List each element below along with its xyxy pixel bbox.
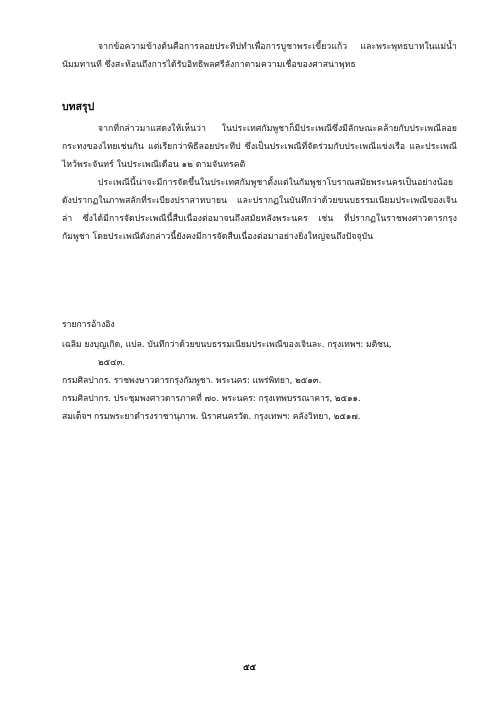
summary-paragraph-1: จากที่กล่าวมาแสดงให้เห็นว่า ในประเทศกัมพูชาก็มีประเพณีซึ่งมีลักษณะคล้ายกับประเพณีลอยกระทงของไทยเช่นกัน แต่เรียกว่าพิธีลอยประทีป ซึ่งเป็นประเพณีที่จัดร่วมกับประเพณีแข่งเรือ และประเพณีไหว้พระจันทร์ ในประเพณีเดือน ๑๒ ตามจันทรคติ: [62, 124, 457, 170]
summary-paragraph-2: ประเพณีนี้น่าจะมีการจัดขึ้นในประเทศกัมพูชาตั้งแต่ในกัมพูชาโบราณสมัยพระนครเป็นอย่างน้อย ดังปรากฏในภาพสลักที่ระเบียงปราสาทบายน และปรากฏในบันทึกว่าด้วยขนบธรรมเนียมประเพณีของเจินล่า ซึ่งได้มีการจัดประเพณีนี้สืบเนื่องต่อมาจนถึงสมัยหลังพระนคร เช่น ที่ปรากฏในราชพงศาวดารกรุงกัมพูชา โดยประเพณีดังกล่าวนี้ยังคงมีการจัดสืบเนื่องต่อมาอย่างยิ่งใหญ่จนถึงปัจจุบัน: [62, 178, 457, 242]
reference-entry: [62, 390, 457, 408]
reference-continuation: ๒๕๔๓.: [98, 358, 126, 368]
section-heading: บทสรุป: [62, 101, 95, 113]
page-number: ๕๕: [242, 663, 256, 673]
reference-first-line: สมเด็จฯ กรมพระยาดำรงราชานุภาพ. นิราศนครวัด. กรุงเทพฯ: คลังวิทยา, ๒๕๑๗.: [62, 412, 361, 422]
reference-entry: [62, 336, 457, 372]
intro-paragraph: จากข้อความข้างต้นคือการลอยประทีปทำเพื่อการบูชาพระเขี้ยวแก้ว และพระพุทธบาทในแม่น้ำนัมมทานที ซึ่งสะท้อนถึงการได้รับอิทธิพลศรีลังกาตามความเชื่อของศาสนาพุทธ: [62, 42, 457, 70]
reference-first-line: กรมศิลปากร. ประชุมพงศาวดารภาคที่ ๗๐. พระนคร: กรุงเทพบรรณาคาร, ๒๕๑๑.: [62, 394, 361, 404]
reference-first-line: กรมศิลปากร. ราชพงษาวดารกรุงกัมพูชา. พระนคร: แพร่พิทยา, ๒๕๑๓.: [62, 376, 322, 386]
reference-entry: [62, 408, 457, 426]
reference-first-line: เฉลิม ยงบุญเกิด, แปล. บันทึกว่าด้วยขนบธรรมเนียมประเพณีของเจินละ. กรุงเทพฯ: มติชน,: [62, 340, 392, 350]
references-heading: รายการอ้างอิง: [62, 320, 115, 330]
reference-entry: [62, 372, 457, 390]
